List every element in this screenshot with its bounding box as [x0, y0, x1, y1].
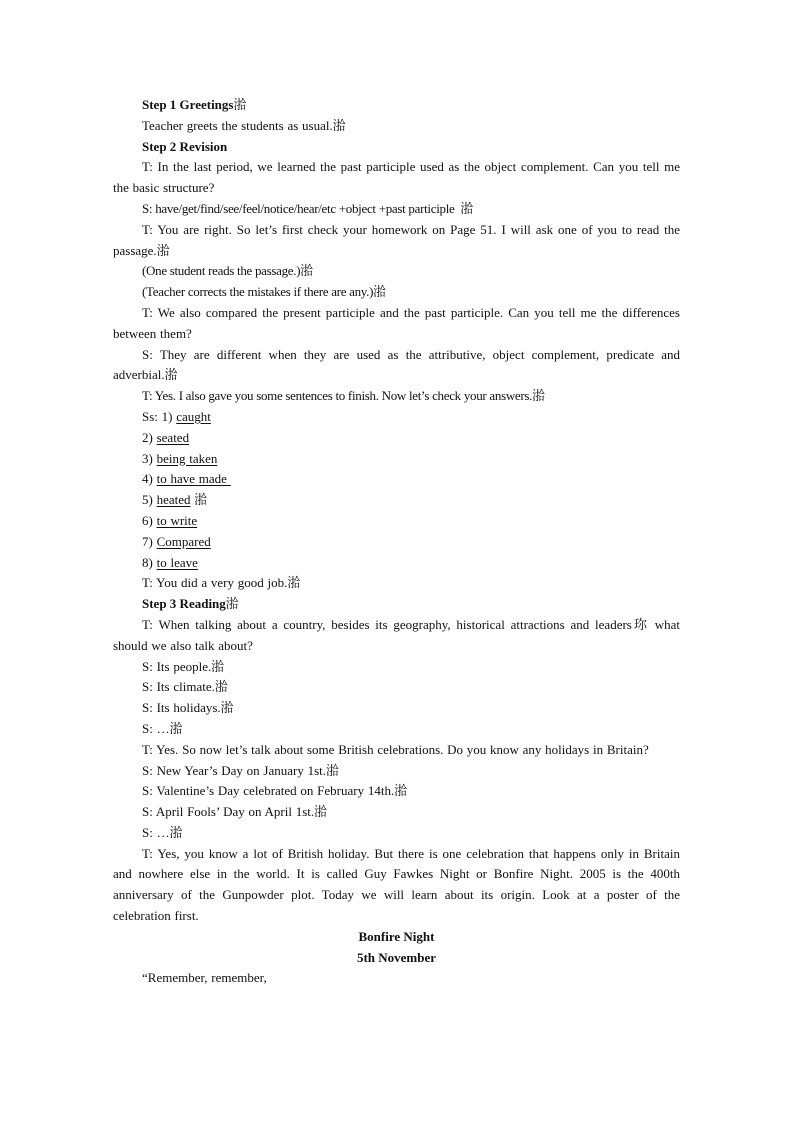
step2-teacher-praise: T: You did a very good job.湁	[142, 575, 301, 591]
answer-1: Ss: 1) caught	[142, 408, 211, 424]
step3-teacher-holidays: T: Yes. So now let’s talk about some British celebrations. Do you know any holidays in Britain?	[142, 741, 649, 757]
answer-3: 3) being taken	[142, 450, 218, 466]
step3-student-people: S: Its people.湁	[142, 658, 225, 674]
step3-teacher-question: T: When talking about a country, besides its geography, historical attractions and leaders珎 what should we also talk about?	[113, 616, 680, 653]
step1-heading: Step 1 Greetings湁	[142, 97, 247, 112]
step2-student-structure: S: have/get/find/see/feel/notice/hear/etc +object +past participle 湁	[142, 200, 474, 216]
answer-7: 7) Compared	[142, 533, 211, 549]
step3-heading: Step 3 Reading湁	[142, 596, 239, 612]
document-page	[113, 95, 680, 989]
step3-student-new-year: S: New Year’s Day on January 1st.湁	[142, 762, 340, 778]
step1-line: Teacher greets the students as usual.湁	[142, 117, 346, 133]
step2-teacher-homework: T: You are right. So let’s first check your homework on Page 51. I will ask one of you to read the passage.湁	[113, 221, 680, 258]
answer-2: 2) seated	[142, 429, 190, 445]
step3-student-valentine: S: Valentine’s Day celebrated on February 14th.湁	[142, 783, 408, 799]
step3-student-etc-1: S: …湁	[142, 720, 183, 736]
step3-student-holidays: S: Its holidays.湁	[142, 700, 234, 716]
answer-8: 8) to leave	[142, 554, 198, 570]
step2-teacher-sentences: T: Yes. I also gave you some sentences to finish. Now let’s check your answers.湁	[142, 388, 545, 404]
step3-student-april-fools: S: April Fools’ Day on April 1st.湁	[142, 804, 328, 820]
answer-4: 4) to have made	[142, 471, 227, 487]
poem-line: “Remember, remember,	[142, 970, 267, 986]
step2-teacher-compare: T: We also compared the present participle and the past participle. Can you tell me the differences between them?	[113, 304, 680, 341]
step2-student-differences: S: They are different when they are used as the attributive, object complement, predicate and adverbial.湁	[113, 346, 680, 383]
step2-teacher-question: T: In the last period, we learned the past participle used as the object complement. Can you tell me the basic structure?	[113, 159, 680, 196]
step2-teacher-corrects: (Teacher corrects the mistakes if there are any.)湁	[142, 284, 386, 300]
step3-student-climate: S: Its climate.湁	[142, 679, 228, 695]
answer-6: 6) to write	[142, 512, 198, 528]
step3-teacher-bonfire: T: Yes, you know a lot of British holiday. But there is one celebration that happens only in Britain and nowhere else in the world. It is called Guy Fawkes Night or Bonfire Night. 2005 is the 400th anniversary of the Gunpowder plot. Today we will learn about its origin. Look at a poster of the celebration first.	[113, 845, 680, 924]
poster-date: 5th November	[356, 949, 437, 965]
step2-heading: Step 2 Revision	[142, 138, 228, 154]
step3-student-etc-2: S: …湁	[142, 824, 183, 840]
answer-5: 5) heated 湁	[142, 492, 208, 508]
step2-student-reads: (One student reads the passage.)湁	[142, 263, 313, 279]
poster-title: Bonfire Night	[358, 928, 435, 944]
